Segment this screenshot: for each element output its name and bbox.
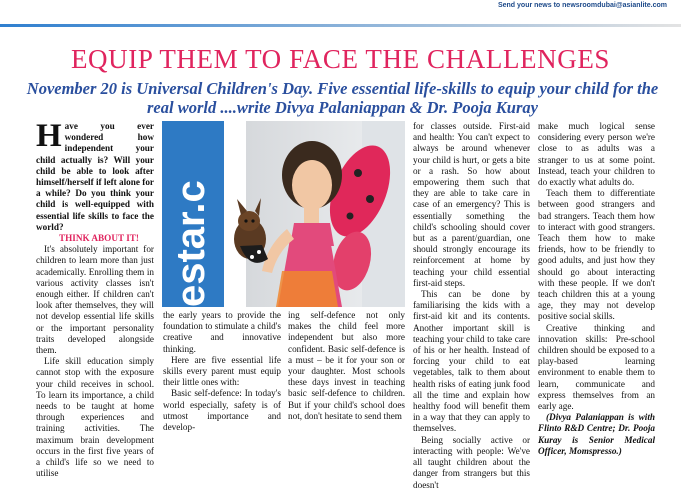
article-column-3 bbox=[288, 310, 405, 422]
paragraph: Being socially active or interacting with people: We've all taught children about the danger from strangers but this doesn't bbox=[413, 434, 530, 490]
intro-text: ave you ever wondered how independent your child actually is? Will your child be able to look after himself/herself if left alone for a while? Do you think your child is well-equipped with essential life skills to face the world? bbox=[36, 121, 154, 232]
subheadline: November 20 is Universal Children's Day. Five essential life-skills to equip your child for the real world ....write Divya Palaniappan & Dr. Pooja Kuray bbox=[26, 79, 659, 117]
banner-text: estar.c bbox=[169, 180, 213, 307]
paragraph: This can be done by familiarising the kids with a first-aid kit and its contents. Another important skill is teaching your child to take care of his or her health. Instead of forcing your child to eat vegetables, talk to them about health risks of eating junk food all the time and explain how healthy food will benefit them in a way that they can apply to themselves. bbox=[413, 289, 530, 434]
article-column-2 bbox=[163, 310, 281, 433]
girl-with-dog-photo bbox=[162, 121, 405, 307]
article-column-5 bbox=[538, 121, 655, 457]
section-heading: THINK ABOUT IT! bbox=[59, 233, 139, 244]
top-bar-rule bbox=[0, 24, 681, 27]
paragraph: Creative thinking and innovation skills: Pre-school children should be exposed to a play-based learning environment to enable them to learn, communicate and express themselves from an early age. bbox=[538, 322, 655, 412]
article-column-4 bbox=[413, 121, 530, 491]
paragraph: ing self-defence not only makes the child feel more independent but also more confident. Basic self-defence is a must – be it for your son or your daughter. Most schools these days invest in teaching basic self-defence to children. But if your child's school does not, don't hesitate to send them bbox=[288, 310, 405, 421]
paragraph: It's absolutely important for children to learn more than just academically. Enrolling them in various activity classes isn't enough either. If children can't look after themselves, they will not develop essential life skills or the important personality traits developed alongside them. bbox=[36, 244, 154, 356]
article-photo bbox=[162, 121, 405, 307]
article-intro bbox=[36, 118, 154, 233]
drop-cap: H bbox=[36, 118, 62, 154]
paragraph: Basic self-defence: In today's world especially, safety is of utmost importance and develop- bbox=[163, 388, 281, 433]
paragraph: for classes outside. First-aid and health: You can't expect to always be around whenever your child is hurt, or gets a bite or a rash. So how about empowering them such that they are able to take care in case of an emergency? This is essentially something the child's schooling should cover but as a parent/guardian, one should strongly encourage its reinforcement at home by teaching your child essential first-aid steps. bbox=[413, 121, 530, 288]
news-contact-line: Send your news to newsroomdubai@asianlite.com bbox=[497, 2, 667, 9]
paragraph: Life skill education simply cannot stop with the exposure your child receives in school. To learn its importance, a child needs to be taught at home through experiences and training activities. The maximum brain development occurs in the first five years of a child's life so we need to utilise bbox=[36, 356, 154, 479]
paragraph: Here are five essential life skills every parent must equip their little ones with: bbox=[163, 354, 281, 388]
top-bar bbox=[0, 0, 681, 27]
article-column-1 bbox=[36, 118, 154, 480]
paragraph: make much logical sense considering every person we're close to as adults was a stranger to us at some point. Instead, teach your children to do exactly what adults do. bbox=[538, 121, 655, 188]
author-byline: (Divya Palaniappan is with Flinto R&D Centre; Dr. Pooja Kuray is Senior Medical Officer, Momspresso.) bbox=[538, 412, 655, 456]
headline: EQUIP THEM TO FACE THE CHALLENGES bbox=[70, 44, 611, 74]
paragraph: Teach them to differentiate between good strangers and bad strangers. Teach them how to interact with good strangers. Teach them how to make friends, how to be friendly to good adults, and just how they should go about interacting with these people. If we don't teach children this at a young age, they may not develop positive social skills. bbox=[538, 188, 655, 322]
paragraph: the early years to provide the foundation to stimulate a child's creative and innovative thinking. bbox=[163, 310, 281, 354]
